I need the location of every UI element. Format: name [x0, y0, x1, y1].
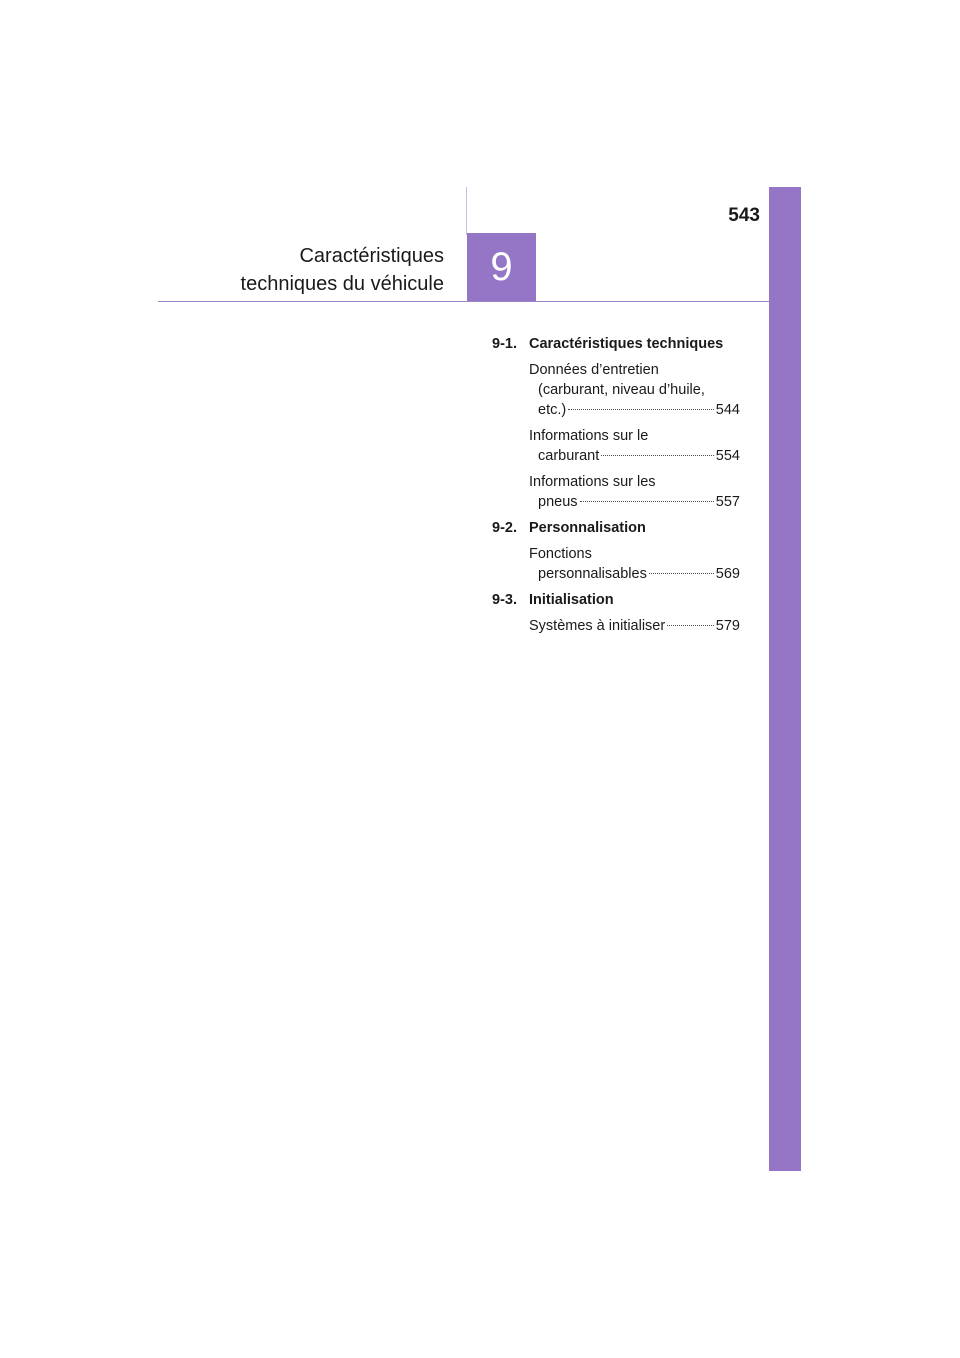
toc-entry-informations-carburant[interactable]	[529, 426, 740, 466]
dot-leader	[649, 573, 714, 574]
toc-section-title: Initialisation	[529, 592, 614, 608]
chapter-title-line-1: Caractéristiques	[299, 245, 444, 267]
toc-entry-line: Fonctions	[529, 546, 592, 562]
toc-entry-fonctions-personnalisables[interactable]	[529, 544, 740, 584]
toc-entry-final-line	[529, 564, 740, 584]
toc-entry-final-line	[529, 492, 740, 512]
toc-section-9-1	[492, 334, 740, 512]
toc-entry-line: Informations sur les	[529, 474, 656, 490]
toc-entry-page: 554	[715, 448, 740, 464]
toc-entry-final-line	[529, 400, 740, 420]
toc-entry-line: Informations sur le	[529, 428, 649, 444]
chapter-number-box	[467, 233, 536, 301]
dot-leader	[580, 501, 714, 502]
toc-entry-page: 579	[715, 618, 740, 634]
toc-entry-line: etc.)	[538, 402, 567, 418]
toc-entry-final-line	[529, 446, 740, 466]
toc-section-9-2	[492, 518, 740, 584]
chapter-title	[200, 242, 444, 298]
toc-entry-line: (carburant, niveau d’huile,	[538, 382, 705, 398]
toc-entry-line: pneus	[538, 494, 578, 510]
toc-entry-line: Systèmes à initialiser	[529, 618, 666, 634]
toc-entry-page: 544	[715, 402, 740, 418]
toc-entry-final-line	[529, 616, 740, 636]
toc-section-heading[interactable]	[492, 590, 740, 610]
toc-entry-line: personnalisables	[538, 566, 647, 582]
toc-section-title: Personnalisation	[529, 520, 646, 536]
header-divider-vertical	[466, 187, 467, 235]
toc-entry-line: Données d’entretien	[529, 362, 659, 378]
table-of-contents	[492, 334, 740, 642]
toc-entry-page: 569	[715, 566, 740, 582]
toc-section-number: 9-2.	[492, 520, 517, 536]
toc-entry-systemes-initialiser[interactable]	[529, 616, 740, 636]
page-number: 543	[728, 205, 760, 226]
toc-entry-line: carburant	[538, 448, 600, 464]
toc-section-9-3	[492, 590, 740, 636]
toc-entry-donnees-entretien[interactable]	[529, 360, 740, 420]
toc-section-number: 9-3.	[492, 592, 517, 608]
toc-section-number: 9-1.	[492, 336, 517, 352]
toc-entry-informations-pneus[interactable]	[529, 472, 740, 512]
toc-section-heading[interactable]	[492, 518, 740, 538]
dot-leader	[601, 455, 714, 456]
header-divider	[158, 301, 769, 302]
dot-leader	[568, 409, 714, 410]
toc-section-heading[interactable]	[492, 334, 740, 354]
chapter-tab-bar	[769, 187, 801, 1171]
chapter-title-line-2: techniques du véhicule	[240, 273, 444, 295]
dot-leader	[667, 625, 714, 626]
toc-entry-page: 557	[715, 494, 740, 510]
chapter-number: 9	[490, 245, 513, 289]
toc-section-title: Caractéristiques techniques	[529, 336, 724, 352]
